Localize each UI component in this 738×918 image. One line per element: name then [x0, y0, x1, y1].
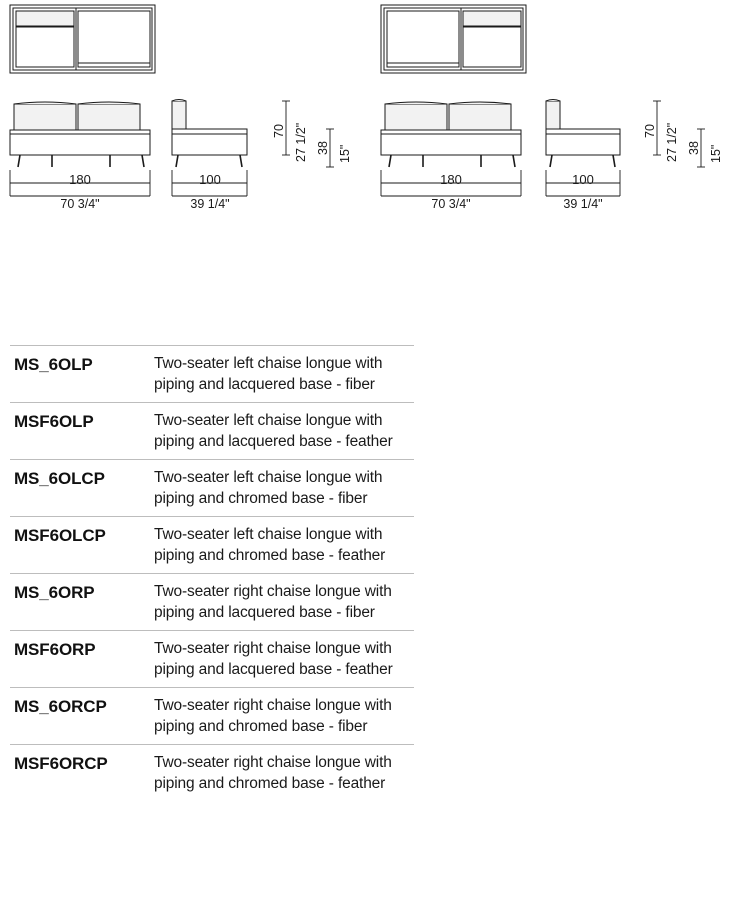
product-description: Two-seater right chaise longue with piping and chromed base - fiber [154, 697, 392, 735]
product-description: Two-seater left chaise longue with piping and lacquered base - fiber [154, 355, 383, 393]
left-seat-height-cm-label: 38 [316, 141, 330, 155]
right-width-cm-label: 180 [440, 172, 462, 187]
table-row [10, 516, 414, 573]
technical-drawings-panel [0, 0, 738, 230]
left-top-view [10, 5, 155, 73]
product-code: MS_6ORCP [14, 697, 107, 716]
right-seat-height-cm-label: 38 [687, 141, 701, 155]
product-code: MSF6OLP [14, 412, 94, 431]
product-description: Two-seater right chaise longue with piping and lacquered base - fiber [154, 583, 392, 621]
left-width-cm-label: 180 [69, 172, 91, 187]
product-description: Two-seater right chaise longue with piping and lacquered base - feather [154, 640, 393, 678]
left-depth-cm-label: 100 [199, 172, 221, 187]
product-code-table [10, 345, 414, 801]
table-row [10, 687, 414, 744]
product-code: MSF6ORP [14, 640, 96, 659]
left-vertical-dimension-lines [282, 101, 334, 167]
product-description: Two-seater left chaise longue with piping and lacquered base - feather [154, 412, 393, 450]
right-side-view [546, 100, 620, 168]
right-front-view [381, 102, 521, 167]
left-back-height-in-label: 27 1/2" [294, 122, 308, 162]
technical-drawing-svg [0, 0, 738, 230]
left-back-height-cm-label: 70 [272, 124, 286, 138]
product-code: MS_6OLCP [14, 469, 105, 488]
left-width-in-label: 70 3/4" [60, 197, 100, 211]
right-back-height-cm-label: 70 [643, 124, 657, 138]
right-depth-cm-label: 100 [572, 172, 594, 187]
product-code: MSF6OLCP [14, 526, 106, 545]
product-description: Two-seater right chaise longue with piping and chromed base - feather [154, 754, 392, 792]
table-row [10, 402, 414, 459]
right-vertical-dimension-lines [653, 101, 705, 167]
left-front-view [10, 102, 150, 167]
right-depth-in-label: 39 1/4" [563, 197, 603, 211]
right-top-view [381, 5, 526, 73]
product-code: MSF6ORCP [14, 754, 108, 773]
product-description: Two-seater left chaise longue with piping and chromed base - feather [154, 526, 386, 564]
right-width-in-label: 70 3/4" [431, 197, 471, 211]
left-seat-height-in-label: 15" [338, 144, 352, 163]
left-depth-in-label: 39 1/4" [190, 197, 230, 211]
table-row [10, 345, 414, 402]
table-row [10, 630, 414, 687]
table-row [10, 459, 414, 516]
product-code: MS_6ORP [14, 583, 95, 602]
table-row [10, 573, 414, 630]
table-row [10, 744, 414, 801]
right-back-height-in-label: 27 1/2" [665, 122, 679, 162]
left-side-view [172, 100, 247, 168]
product-code: MS_6OLP [14, 355, 93, 374]
right-seat-height-in-label: 15" [709, 144, 723, 163]
product-description: Two-seater left chaise longue with piping and chromed base - fiber [154, 469, 383, 507]
